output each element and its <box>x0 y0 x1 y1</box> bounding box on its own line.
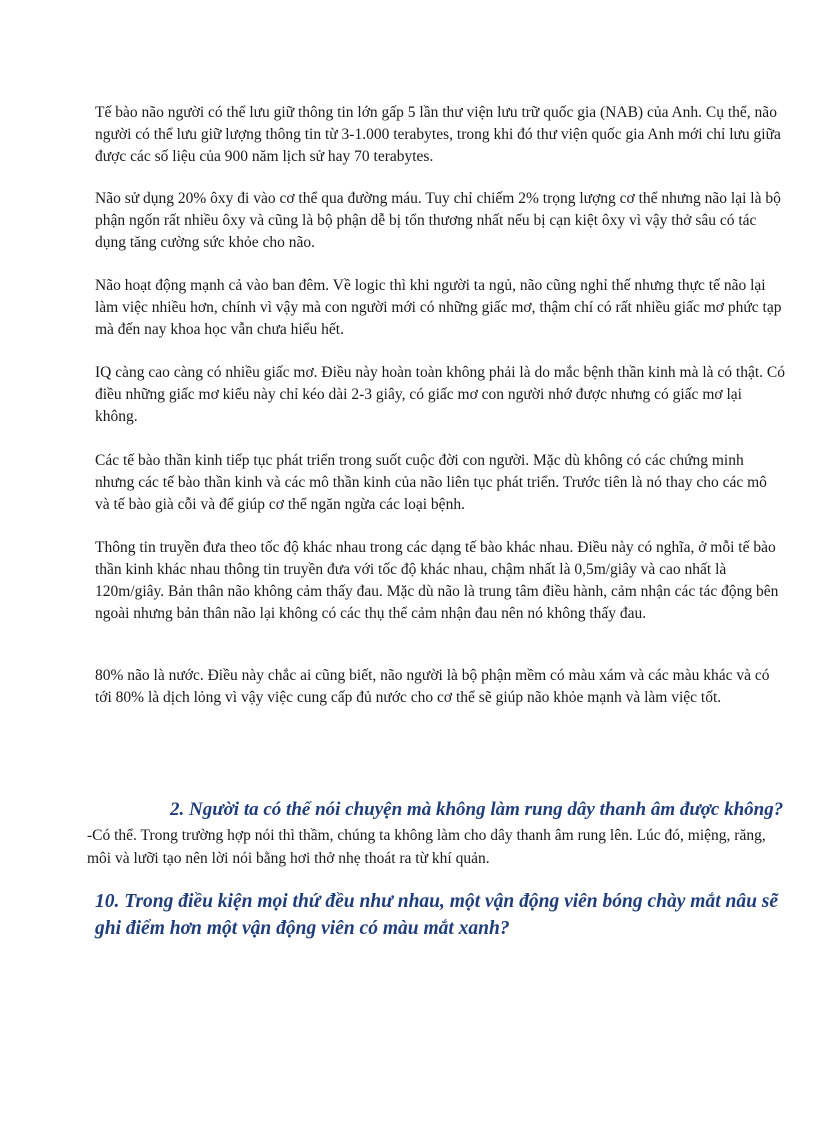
question-2-heading: 2. Người ta có thể nói chuyện mà không làm rung dây thanh âm được không? <box>170 799 784 820</box>
question-10-heading: 10. Trong điều kiện mọi thứ đều như nhau, một vận động viên bóng chày mắt nâu sẽ ghi điểm hơn một vận động viên có màu mắt xanh? <box>95 891 779 939</box>
paragraph-iq-dreams: IQ càng cao càng có nhiều giấc mơ. Điều này hoàn toàn không phải là do mắc bệnh thần kinh mà là có thật. Có điều những giấc mơ kiểu này chỉ kéo dài 2-3 giây, có giấc mơ con người nhớ được nhưng có giấc mơ lại không. <box>95 364 785 425</box>
question-2-answer: -Có thể. Trong trường hợp nói thì thầm, chúng ta không làm cho dây thanh âm rung lên. Lúc đó, miệng, răng, môi và lưỡi tạo nên lời nói bằng hơi thở nhẹ thoát ra từ khí quản. <box>87 827 766 867</box>
paragraph-brain-night-activity: Não hoạt động mạnh cả vào ban đêm. Về logic thì khi người ta ngủ, não cũng nghỉ thế nhưng thực tế não lại làm việc nhiều hơn, chính vì vậy mà con người mới có những giấc mơ, thậm chí có rất nhiều giấc mơ phức tạp mà đến nay khoa học vẫn chưa hiểu hết. <box>95 277 782 338</box>
paragraph-brain-oxygen: Não sử dụng 20% ôxy đi vào cơ thể qua đường máu. Tuy chỉ chiếm 2% trọng lượng cơ thể nhưng não lại là bộ phận ngốn rất nhiều ôxy và cũng là bộ phận dễ bị tổn thương nhất nếu bị cạn kiệt ôxy vì vậy thở sâu có tác dụng tăng cường sức khỏe cho não. <box>95 190 781 251</box>
paragraph-signal-speed: Thông tin truyền đưa theo tốc độ khác nhau trong các dạng tế bào khác nhau. Điều này có nghĩa, ở mỗi tế bào thần kinh khác nhau thông tin truyền đưa với tốc độ khác nhau, chậm nhất là 0,5m/giây và cao nhất là 120m/giây. Bản thân não không cảm thấy đau. Mặc dù não là trung tâm điều hành, cảm nhận các tác động bên ngoài nhưng bản thân não lại không có các thụ thể cảm nhận đau nên nó không thấy đau. <box>95 539 779 622</box>
paragraph-nerve-cells-growth: Các tế bào thần kinh tiếp tục phát triển trong suốt cuộc đời con người. Mặc dù không có các chứng minh nhưng các tế bào thần kinh và các mô thần kinh của não liên tục phát triển. Trước tiên là nó thay cho các mô và tế bào già cỗi và để giúp cơ thể ngăn ngừa các loại bệnh. <box>95 452 767 513</box>
paragraph-brain-storage: Tế bào não người có thể lưu giữ thông tin lớn gấp 5 lần thư viện lưu trữ quốc gia (NAB) của Anh. Cụ thể, não người có thể lưu giữ lượng thông tin từ 3-1.000 terabytes, trong khi đó thư viện quốc gia Anh mới chỉ lưu giữa được các số liệu của 900 năm lịch sử hay 70 terabytes. <box>95 104 781 165</box>
paragraph-brain-water: 80% não là nước. Điều này chắc ai cũng biết, não người là bộ phận mềm có màu xám và các màu khác và có tới 80% là dịch lỏng vì vậy việc cung cấp đủ nước cho cơ thể sẽ giúp não khỏe mạnh và làm việc tốt. <box>95 667 770 706</box>
